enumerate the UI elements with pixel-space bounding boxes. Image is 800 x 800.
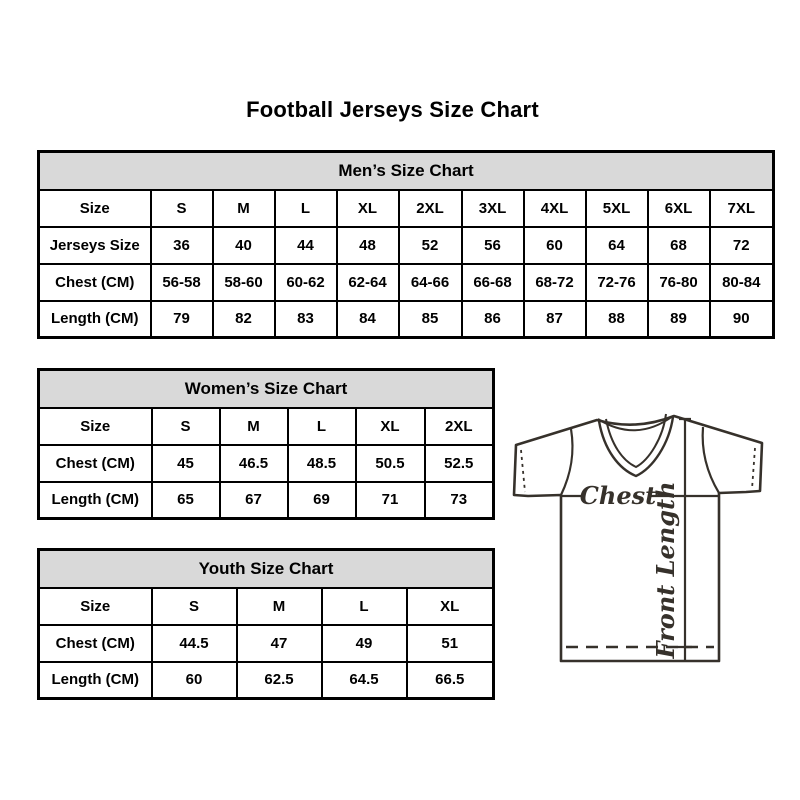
value-cell: 52 [399, 227, 462, 264]
table-row [39, 227, 774, 264]
value-cell: 56 [462, 227, 524, 264]
value-cell: 62-64 [337, 264, 399, 301]
value-cell: 51 [407, 625, 494, 662]
value-cell: 40 [213, 227, 275, 264]
size-cell: L [275, 190, 337, 227]
mens-table-title: Men’s Size Chart [39, 152, 774, 190]
value-cell: 68 [648, 227, 710, 264]
jersey-outline [514, 416, 762, 661]
table-row [39, 625, 494, 662]
value-cell: 73 [425, 482, 494, 519]
value-cell: 71 [356, 482, 425, 519]
value-cell: 65 [152, 482, 220, 519]
value-cell: 50.5 [356, 445, 425, 482]
value-cell: 66.5 [407, 662, 494, 699]
value-cell: 60 [524, 227, 586, 264]
value-cell: 67 [220, 482, 288, 519]
value-cell: 89 [648, 301, 710, 338]
size-cell: S [151, 190, 213, 227]
value-cell: 72-76 [586, 264, 648, 301]
value-cell: 56-58 [151, 264, 213, 301]
value-cell: 86 [462, 301, 524, 338]
womens-table-title: Women’s Size Chart [39, 370, 494, 408]
size-cell: L [322, 588, 407, 625]
size-cell: 2XL [399, 190, 462, 227]
value-cell: 79 [151, 301, 213, 338]
value-cell: 82 [213, 301, 275, 338]
table-row [39, 482, 494, 519]
size-cell: XL [407, 588, 494, 625]
size-cell: 7XL [710, 190, 774, 227]
table-row [39, 301, 774, 338]
table-header-row [39, 370, 494, 408]
table-row [39, 264, 774, 301]
front-length-label: Front Length [651, 481, 680, 659]
page-title: Football Jerseys Size Chart [246, 97, 539, 122]
size-cell: 4XL [524, 190, 586, 227]
value-cell: 45 [152, 445, 220, 482]
size-cell: S [152, 408, 220, 445]
value-cell: 69 [288, 482, 356, 519]
value-cell: 83 [275, 301, 337, 338]
row-label: Size [39, 408, 152, 445]
mens-size-table [37, 150, 775, 339]
value-cell: 52.5 [425, 445, 494, 482]
value-cell: 66-68 [462, 264, 524, 301]
value-cell: 88 [586, 301, 648, 338]
row-label: Jerseys Size [39, 227, 151, 264]
table-header-row [39, 550, 494, 588]
row-label: Chest (CM) [39, 264, 151, 301]
value-cell: 48 [337, 227, 399, 264]
value-cell: 36 [151, 227, 213, 264]
value-cell: 72 [710, 227, 774, 264]
value-cell: 58-60 [213, 264, 275, 301]
value-cell: 64 [586, 227, 648, 264]
chest-label: Chest [579, 481, 657, 510]
row-label: Length (CM) [39, 482, 152, 519]
size-cell: 5XL [586, 190, 648, 227]
youth-table-title: Youth Size Chart [39, 550, 494, 588]
value-cell: 64-66 [399, 264, 462, 301]
size-cell: L [288, 408, 356, 445]
row-label: Length (CM) [39, 662, 152, 699]
size-cell: XL [337, 190, 399, 227]
row-label: Size [39, 588, 152, 625]
size-cell: S [152, 588, 237, 625]
value-cell: 47 [237, 625, 322, 662]
table-row [39, 408, 494, 445]
jersey-measurement-diagram [498, 398, 778, 674]
size-cell: XL [356, 408, 425, 445]
youth-size-table [37, 548, 495, 700]
row-label: Length (CM) [39, 301, 151, 338]
value-cell: 76-80 [648, 264, 710, 301]
womens-size-table [37, 368, 495, 520]
size-cell: M [220, 408, 288, 445]
value-cell: 68-72 [524, 264, 586, 301]
size-cell: M [237, 588, 322, 625]
row-label: Chest (CM) [39, 625, 152, 662]
value-cell: 60 [152, 662, 237, 699]
table-row [39, 190, 774, 227]
value-cell: 46.5 [220, 445, 288, 482]
row-label: Chest (CM) [39, 445, 152, 482]
value-cell: 44 [275, 227, 337, 264]
value-cell: 80-84 [710, 264, 774, 301]
table-header-row [39, 152, 774, 190]
table-row [39, 588, 494, 625]
jersey-diagram-icon [498, 398, 778, 674]
size-cell: 6XL [648, 190, 710, 227]
size-cell: 2XL [425, 408, 494, 445]
value-cell: 48.5 [288, 445, 356, 482]
value-cell: 84 [337, 301, 399, 338]
value-cell: 44.5 [152, 625, 237, 662]
table-row [39, 662, 494, 699]
table-row [39, 445, 494, 482]
value-cell: 90 [710, 301, 774, 338]
value-cell: 62.5 [237, 662, 322, 699]
value-cell: 60-62 [275, 264, 337, 301]
size-cell: M [213, 190, 275, 227]
value-cell: 49 [322, 625, 407, 662]
value-cell: 64.5 [322, 662, 407, 699]
value-cell: 85 [399, 301, 462, 338]
value-cell: 87 [524, 301, 586, 338]
row-label: Size [39, 190, 151, 227]
size-cell: 3XL [462, 190, 524, 227]
